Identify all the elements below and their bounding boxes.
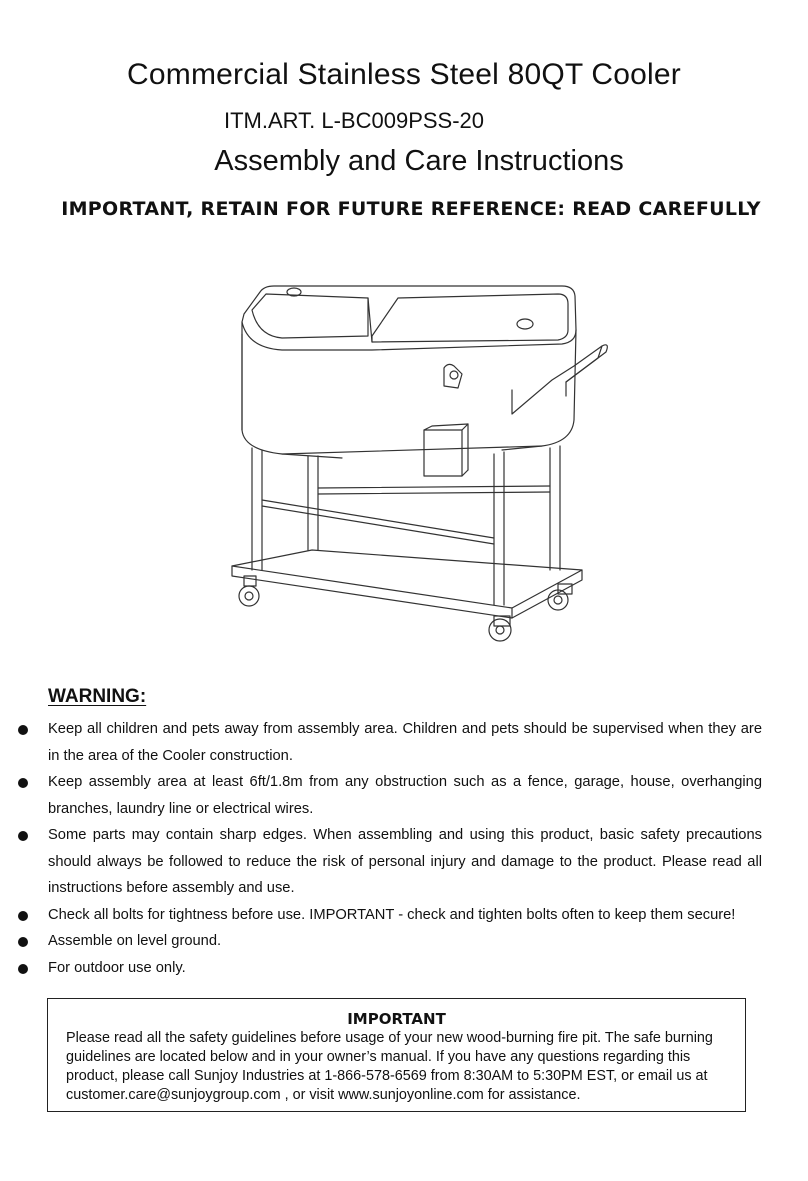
warning-item: Keep all children and pets away from assembly area. Children and pets should be supervised when they are in the area of the Cooler construction. bbox=[0, 716, 808, 769]
warning-item: Some parts may contain sharp edges. When assembling and using this product, basic safety precautions should always be followed to reduce the risk of personal injury and damage to the product. Please read all instructions before assembly and use. bbox=[0, 822, 808, 902]
item-number: ITM.ART. L-BC009PSS-20 bbox=[223, 108, 485, 133]
warning-list bbox=[0, 716, 808, 981]
wheel-front-right bbox=[489, 616, 511, 641]
cooler-body bbox=[242, 322, 342, 458]
cart-handle bbox=[512, 345, 607, 414]
side-basket bbox=[424, 430, 462, 476]
important-title: IMPORTANT bbox=[347, 1010, 446, 1028]
drain-cap-right bbox=[517, 319, 533, 329]
document-subtitle: Assembly and Care Instructions bbox=[214, 145, 624, 177]
warning-item: Check all bolts for tightness before use. IMPORTANT - check and tighten bolts often to keep them secure! bbox=[0, 902, 808, 929]
important-body: Please read all the safety guidelines before usage of your new wood-burning fire pit. The safe burning guidelines are located below and in your owner’s manual. If you have any questions regarding this product, please call Sunjoy Industries at 1-866-578-6569 from 8:30AM to 5:30PM EST, or email us at customer.care@sunjoygroup.com , or visit www.sunjoyonline.com for assistance. bbox=[66, 1030, 713, 1103]
warning-heading: WARNING: bbox=[48, 686, 147, 707]
warning-item: Keep assembly area at least 6ft/1.8m from any obstruction such as a fence, garage, house, overhanging branches, laundry line or electrical wires. bbox=[0, 769, 808, 822]
bottle-opener bbox=[444, 364, 462, 388]
cooler-cart-illustration bbox=[222, 270, 622, 650]
important-notice-box bbox=[47, 998, 746, 1112]
wheel-front-left bbox=[239, 576, 259, 606]
retain-notice: IMPORTANT, RETAIN FOR FUTURE REFERENCE: READ CAREFULLY bbox=[61, 198, 761, 220]
warning-item: Assemble on level ground. bbox=[0, 928, 808, 955]
document-title: Commercial Stainless Steel 80QT Cooler bbox=[127, 58, 681, 91]
bottom-shelf bbox=[232, 550, 582, 608]
warning-item: For outdoor use only. bbox=[0, 955, 808, 982]
